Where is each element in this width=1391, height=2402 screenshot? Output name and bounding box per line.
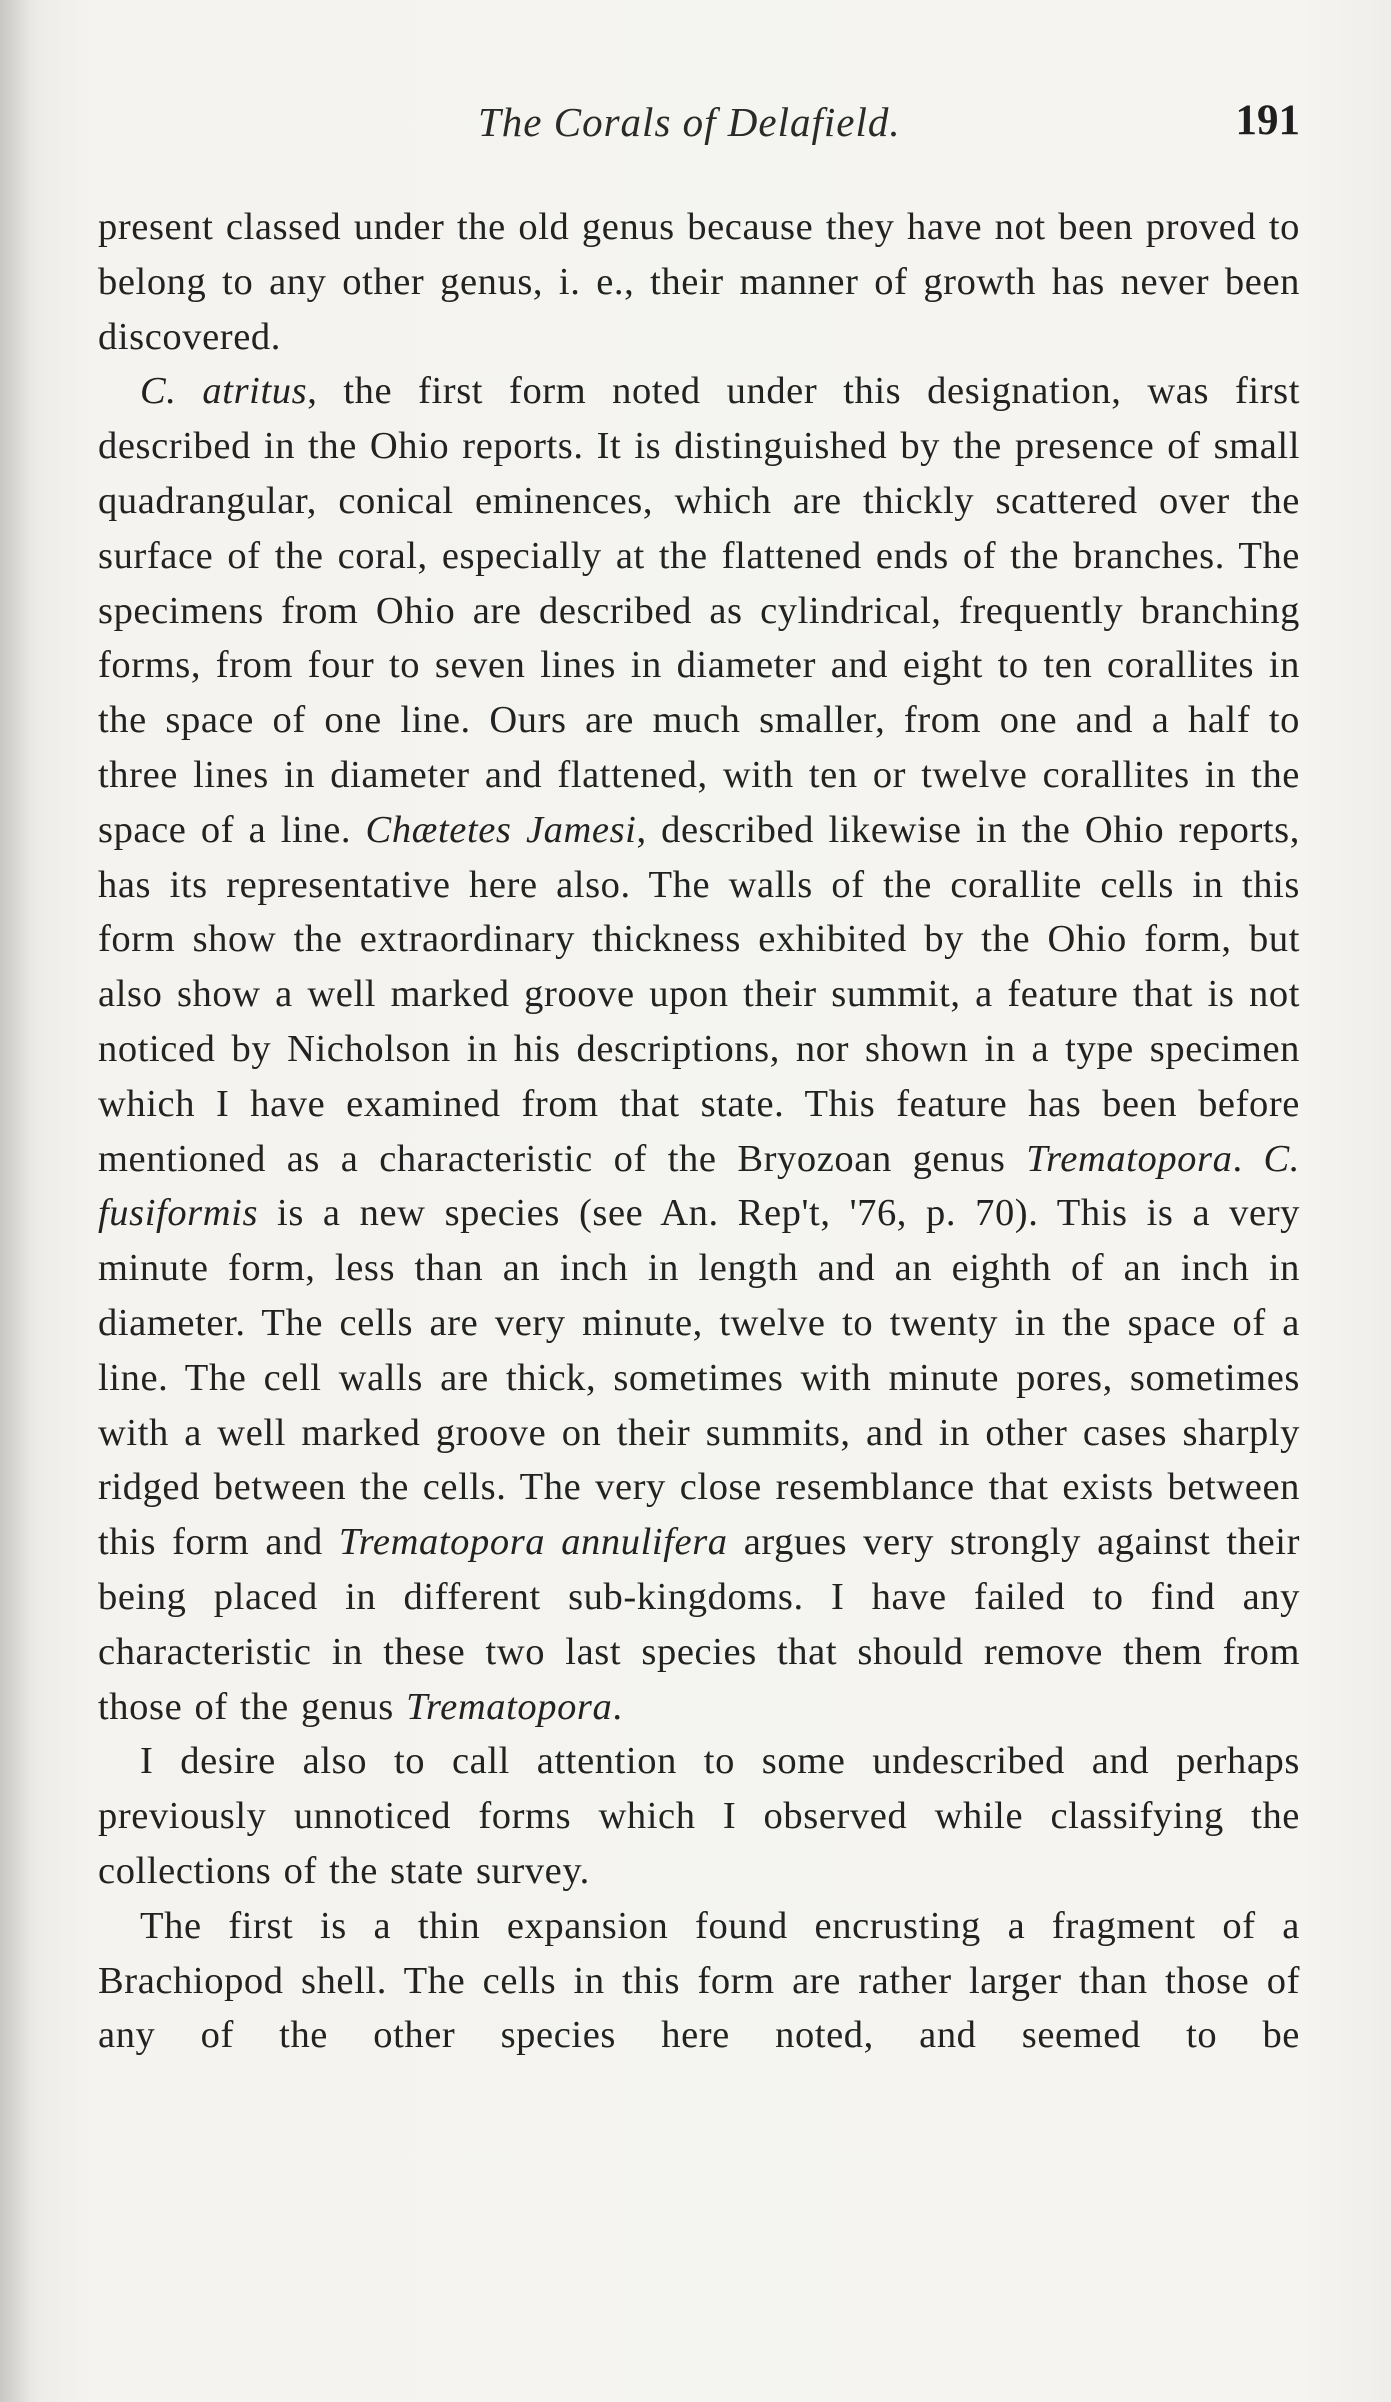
- text-segment: .: [612, 1685, 623, 1728]
- species-name: C. fusiformis: [98, 1137, 1301, 1235]
- running-title: The Corals of Delafield.: [478, 99, 901, 145]
- gutter-shadow: [0, 0, 40, 2402]
- page-number: 191: [1235, 97, 1300, 144]
- text-segment: argues very strongly against their being placed in different sub-kingdoms. I have failed to find any characteristic in these two last species that should remove them from those of the genus: [98, 1521, 1300, 1728]
- text-segment: The first is a thin expansion found encrusting a fragment of a Brachiopod shell. The cells in this form are rather larger than those of any of the other species here noted, and seemed to be: [98, 1904, 1300, 2057]
- text-segment: , described likewise in the Ohio reports, has its representative here also. The walls of the corallite cells in this form show the extraordinary thickness exhibited by the Ohio form, but also show a well marked groove upon their summit, a feature that is not noticed by Nicholson in his descriptions, nor shown in a type specimen which I have examined from that state. This feature has been before mentioned as a characteristic of the Bryozoan genus: [98, 808, 1300, 1180]
- page-header: [98, 98, 1300, 158]
- species-name: Chætetes Jamesi: [365, 808, 637, 851]
- species-name: Trematopora annulifera: [338, 1521, 728, 1564]
- genus-name: Trematopora: [1026, 1137, 1233, 1180]
- paragraph-3: [98, 1734, 1300, 1898]
- paragraph-2: [98, 364, 1300, 1734]
- text-segment: , the first form noted under this designation, was first described in the Ohio reports. It is distinguished by the presence of small quadrangular, conical eminences, which are thickly scattered over the surface of the coral, especially at the flattened ends of the branches. The specimens from Ohio are described as cylindrical, frequently branching forms, from four to seven lines in diameter and eight to ten corallites in the space of one line. Ours are much smaller, from one and a half to three lines in diameter and flattened, with ten or twelve corallites in the space of a line.: [98, 370, 1301, 851]
- body-text: [98, 200, 1300, 2063]
- text-segment: .: [1232, 1137, 1264, 1180]
- paragraph-1: [98, 200, 1300, 364]
- text-segment: I desire also to call attention to some undescribed and perhaps previously unnoticed forms which I observed while classifying the collections of the state survey.: [98, 1740, 1300, 1892]
- genus-name: Trematopora: [406, 1685, 613, 1728]
- text-segment: is a new species (see An. Rep't, '76, p. 70). This is a very minute form, less than an inch in length and an eighth of an inch in diameter. The cells are very minute, twelve to twenty in the space of a line. The cell walls are thick, sometimes with minute pores, sometimes with a well marked groove on their summits, and in other cases sharply ridged between the cells. The very close resemblance that exists between this form and: [98, 1192, 1300, 1564]
- paragraph-4: [98, 1899, 1300, 2063]
- species-name: C. atritus: [140, 370, 308, 413]
- text-segment: present classed under the old genus because they have not been proved to belong to any other genus, i. e., their manner of growth has never been discovered.: [98, 206, 1300, 358]
